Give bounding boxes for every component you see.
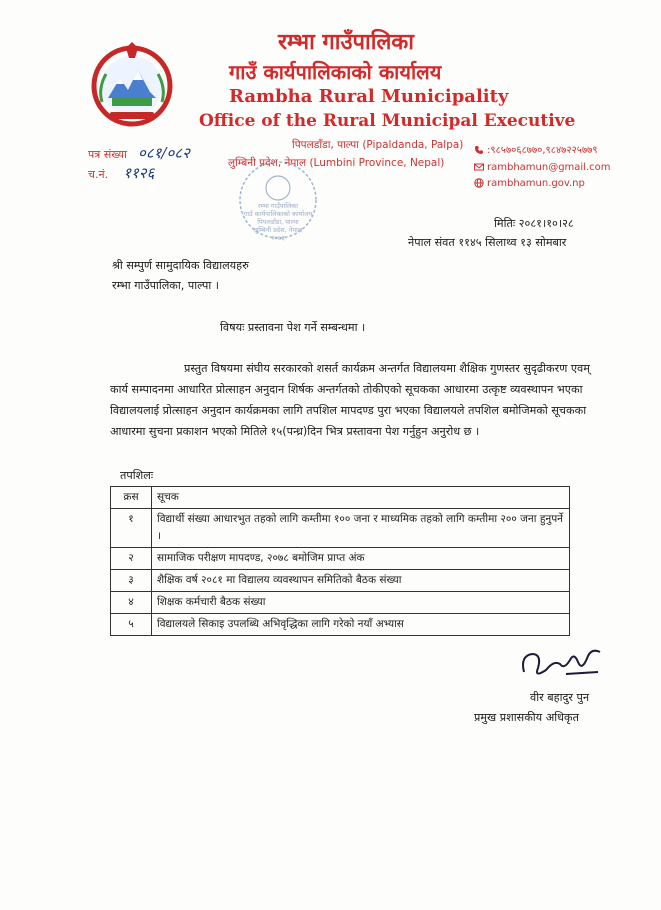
phone-number: :९८५७०६८७७०,९८४७२२५७७९ [487, 145, 598, 156]
municipality-title-en: Rambha Rural Municipality [229, 86, 509, 107]
table-cell-sn: १ [111, 509, 152, 548]
letter-subject: विषयः प्रस्तावना पेश गर्ने सम्बन्धमा । [220, 321, 366, 334]
dispatch-number-value: ११२६ [123, 164, 155, 182]
stamp-line-1: रम्भा गाउँपालिका [258, 202, 298, 210]
municipality-title-np: रम्भा गाउँपालिका [278, 30, 414, 55]
stamp-line-3: पिपलडाँडा, पाल्पा [257, 218, 299, 226]
letter-number [88, 143, 190, 163]
signatory-designation: प्रमुख प्रशासकीय अधिकृत [474, 711, 580, 724]
email-icon [474, 162, 484, 172]
dispatch-number [88, 163, 154, 183]
table-cell-indicator: शिक्षक कर्मचारी बैठक संख्या [152, 592, 570, 614]
office-title-np: गाउँ कार्यपालिकाको कार्यालय [229, 60, 442, 84]
dispatch-number-label: च.नं. [88, 168, 109, 181]
email-address: rambhamun@gmail.com [487, 162, 611, 173]
letter-number-value: ०८१/०८२ [138, 144, 190, 162]
table-row [111, 592, 570, 614]
table-cell-sn: ५ [111, 614, 152, 636]
recipient-line-1: श्री सम्पुर्ण सामुदायिक विद्यालयहरु [112, 259, 249, 272]
table-row [111, 548, 570, 570]
address-line-2: लुम्बिनी प्रदेश, नेपाल (Lumbini Province, Nepal) [228, 157, 445, 169]
table-cell-indicator: विद्यालयले सिकाइ उपलब्धि अभिवृद्धिका लागि गरेको नयाँ अभ्यास [152, 614, 570, 636]
table-cell-indicator: शैक्षिक वर्ष २०८१ मा विद्यालय व्यवस्थापन समितिको बैठक संख्या [152, 570, 570, 592]
address-line-1: पिपलडाँडा, पाल्पा (Pipaldanda, Palpa) [292, 139, 464, 151]
website-url: rambhamun.gov.np [487, 178, 585, 189]
table-row [111, 614, 570, 636]
handwritten-signature-icon [516, 642, 608, 686]
stamp-line-5: २०७३ [271, 234, 285, 242]
table-row [111, 509, 570, 548]
office-seal-stamp-icon [236, 158, 320, 242]
phone-contact [474, 142, 598, 156]
stamp-line-2: गाउँ कार्यपालिकाको कार्यालय [243, 210, 313, 218]
table-header-sn: क्रस [111, 487, 152, 509]
criteria-table [110, 486, 570, 636]
letter-date: मितिः २०८१।१०।२८ [494, 217, 574, 230]
table-header-row [111, 487, 570, 509]
table-cell-sn: २ [111, 548, 152, 570]
office-title-en: Office of the Rural Municipal Executive [199, 111, 576, 131]
table-cell-indicator: विद्यार्थी संख्या आधारभुत तहको लागि कम्तीमा १०० जना र माध्यमिक तहको लागि कम्तीमा २०० जना हुनुपर्ने । [152, 509, 570, 548]
table-header-indicator: सूचक [152, 487, 570, 509]
table-row [111, 570, 570, 592]
table-cell-sn: ४ [111, 592, 152, 614]
website-contact [474, 178, 585, 189]
table-caption: तपशिलः [120, 469, 154, 482]
recipient-line-2: रम्भा गाउँपालिका, पाल्पा । [112, 279, 220, 292]
email-contact [474, 162, 611, 173]
table-cell-indicator: सामाजिक परीक्षण मापदण्ड, २०७८ बमोजिम प्राप्त अंक [152, 548, 570, 570]
phone-icon [474, 145, 484, 155]
letter-number-label: पत्र संख्या [88, 148, 127, 161]
nepal-government-emblem-icon [88, 40, 176, 128]
letter-body: प्रस्तुत विषयमा संघीय सरकारको शसर्त कार्यक्रम अन्तर्गत विद्यालयमा शैक्षिक गुणस्तर सुदृढीकरण एवम् कार्य सम्पादनमा आधारित प्रोत्साहन अनुदान शिर्षक अन्तर्गतको तोकीएको सूचकका आधारमा उत्कृष्ट व्यवस्थापन भएका विद्यालयलाई प्रोत्साहन अनुदान कार्यक्रमका लागि तपशिल मापदण्ड पुरा भएका विद्यालयले तपशिल बमोजिमको सूचकका आधारमा सुचना प्रकाशन भएको मितिले १५(पन्ध्र)दिन भित्र प्रस्तावना पेश गर्नुहुन अनुरोध छ । [110, 362, 590, 438]
signatory-name: वीर बहादुर पुन [530, 691, 590, 704]
globe-icon [474, 178, 484, 188]
table-cell-sn: ३ [111, 570, 152, 592]
stamp-line-4: लुम्बिनी प्रदेश, नेपाल [253, 226, 303, 234]
nepal-sambat-date: नेपाल संवत ११४५ सिलाथ्व १३ सोमबार [408, 236, 567, 249]
